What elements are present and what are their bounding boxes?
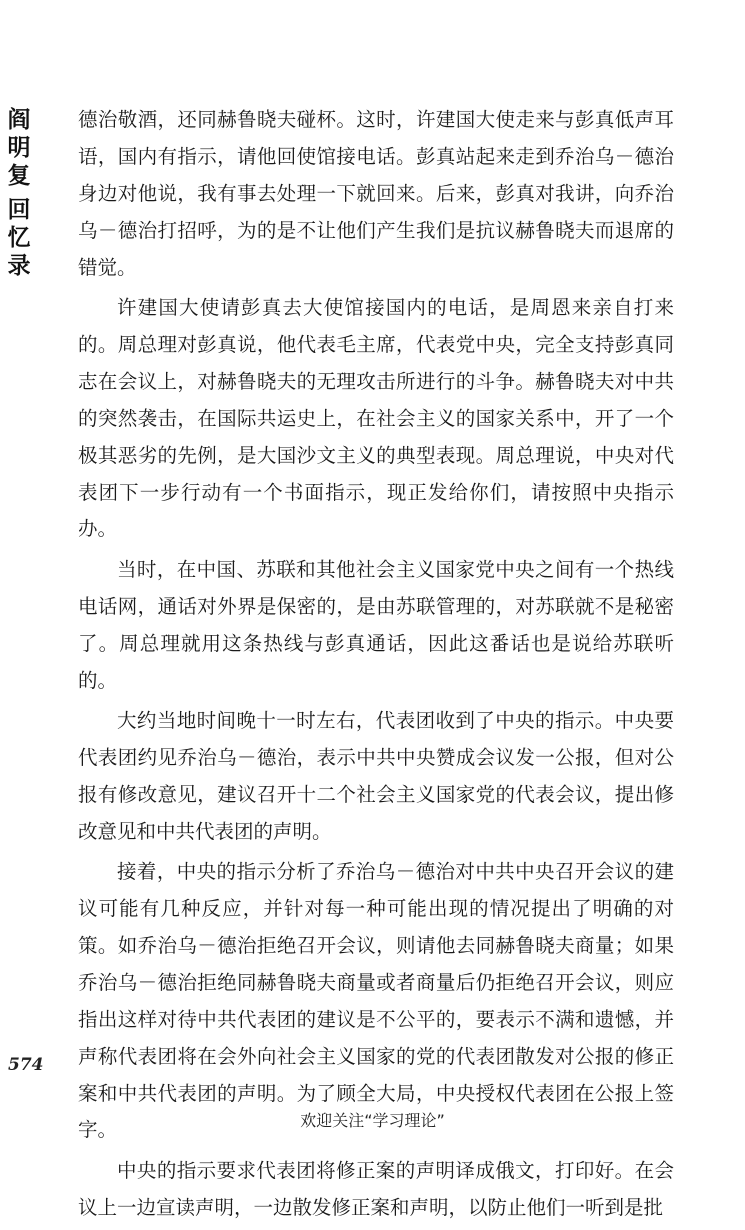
book-title-char: 明 xyxy=(7,134,31,161)
paragraph: 许建国大使请彭真去大使馆接国内的电话，是周恩来亲自打来的。周总理对彭真说，他代表毛主席，代表党中央，完全支持彭真同志在会议上，对赫鲁晓夫的无理攻击所进行的斗争。赫鲁晓夫对中共的突然袭击，在国际共运史上，在社会主义的国家关系中，开了一个极其恶劣的先例，是大国沙文主义的典型表现。周总理说，中央对代表团下一步行动有一个书面指示，现正发给你们，请按照中央指示办。 xyxy=(78,296,674,541)
book-title-char: 阎 xyxy=(7,106,31,133)
paragraph: 大约当地时间晚十一时左右，代表团收到了中央的指示。中央要代表团约见乔治乌－德治，表示中共中央赞成会议发一公报，但对公报有修改意见，建议召开十二个社会主义国家党的代表会议，提出修改意见和中共代表团的声明。 xyxy=(78,709,674,843)
book-title-char: 复 xyxy=(7,162,31,189)
footer-note: 欢迎关注“学习理论” xyxy=(300,1111,445,1130)
paragraph: 当时，在中国、苏联和其他社会主义国家党中央之间有一个热线电话网，通话对外界是保密的，是由苏联管理的，对苏联就不是秘密了。周总理就用这条热线与彭真通话，因此这番话也是说给苏联听的。 xyxy=(78,557,674,692)
book-subtitle-char: 录 xyxy=(7,252,31,279)
page-number: 574 xyxy=(8,1055,44,1075)
paragraph: 接着，中央的指示分析了乔治乌－德治对中共中央召开会议的建议可能有几种反应，并针对每一种可能出现的情况提出了明确的对策。如乔治乌－德治拒绝召开会议，则请他去同赫鲁晓夫商量；如果乔治乌－德治拒绝同赫鲁晓夫商量或者商量后仍拒绝召开会议，则应指出这样对待中共代表团的建议是不公平的，要表示不满和遗憾，并声称代表团将在会外向社会主义国家的党的代表团散发对公报的修正案和中共代表团的声明。为了顾全大局，中央授权代表团在公报上签字。 xyxy=(78,860,674,1142)
page-body xyxy=(78,102,674,1230)
book-title-vertical xyxy=(4,106,34,280)
paragraph: 中央的指示要求代表团将修正案的声明译成俄文，打印好。在会议上一边宣读声明，一边散发修正案和声明，以防止他们一听到是批 xyxy=(78,1158,674,1219)
paragraph-continued: 德治敬酒，还同赫鲁晓夫碰杯。这时，许建国大使走来与彭真低声耳语，国内有指示，请他回使馆接电话。彭真站起来走到乔治乌－德治身边对他说，我有事去处理一下就回来。后来，彭真对我讲，向乔治乌－德治打招呼，为的是不让他们产生我们是抗议赫鲁晓夫而退席的错觉。 xyxy=(78,108,674,279)
book-subtitle-char: 忆 xyxy=(7,224,31,251)
book-subtitle-char: 回 xyxy=(7,196,31,223)
